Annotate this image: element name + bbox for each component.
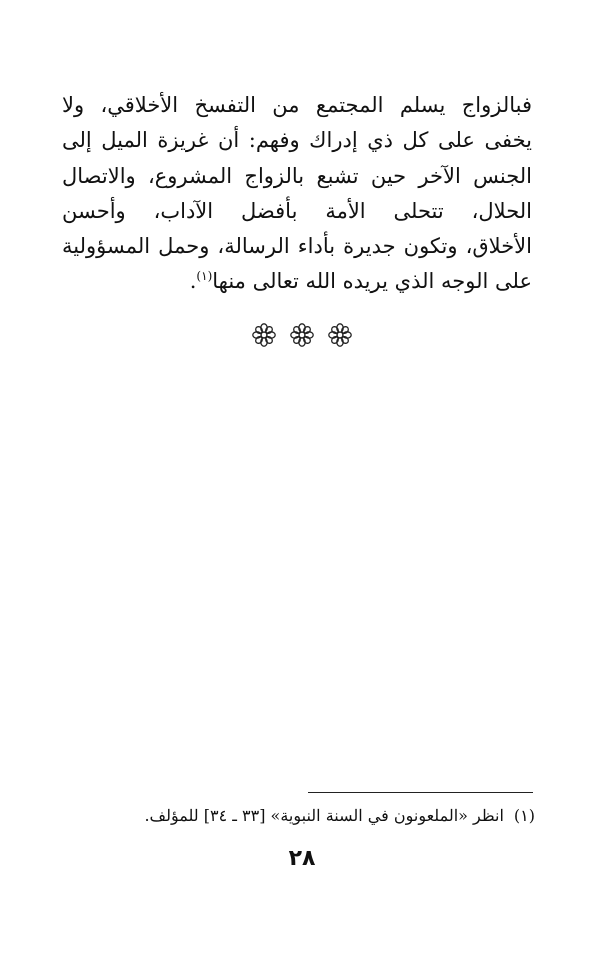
page-number: ٢٨ [288,846,316,871]
paragraph-line-text: على الوجه الذي يريده الله تعالى منها [212,269,532,294]
section-divider-ornaments [0,322,604,348]
footnote-text: انظر «الملعونون في السنة النبوية» [٣٣ ـ ٣٤] للمؤلف. [144,806,504,825]
flower-ornament-icon [251,322,277,348]
end-mark: . [189,269,197,294]
footnote [90,803,535,829]
paragraph-last-line [62,264,532,299]
main-paragraph [62,88,532,300]
flower-ornament-icon [327,322,353,348]
flower-ornament-icon [289,322,315,348]
footnote-separator [308,792,533,793]
paragraph-line: الجنس الآخر حين تشبع بالزواج المشروع، والاتصال [62,163,532,188]
paragraph-line: يخفى على كل ذي إدراك وفهم: أن غريزة الميل إلى [62,128,532,153]
paragraph-line: الحلال، تتحلى الأمة بأفضل الآداب، وأحسن [62,198,532,223]
paragraph-line: الأخلاق، وتكون جديرة بأداء الرسالة، وحمل المسؤولية [62,234,532,259]
footnote-reference: (١) [196,269,213,284]
paragraph-line: فبالزواج يسلم المجتمع من التفسخ الأخلاقي، ولا [62,93,532,117]
footnote-number: (١) [513,806,535,825]
